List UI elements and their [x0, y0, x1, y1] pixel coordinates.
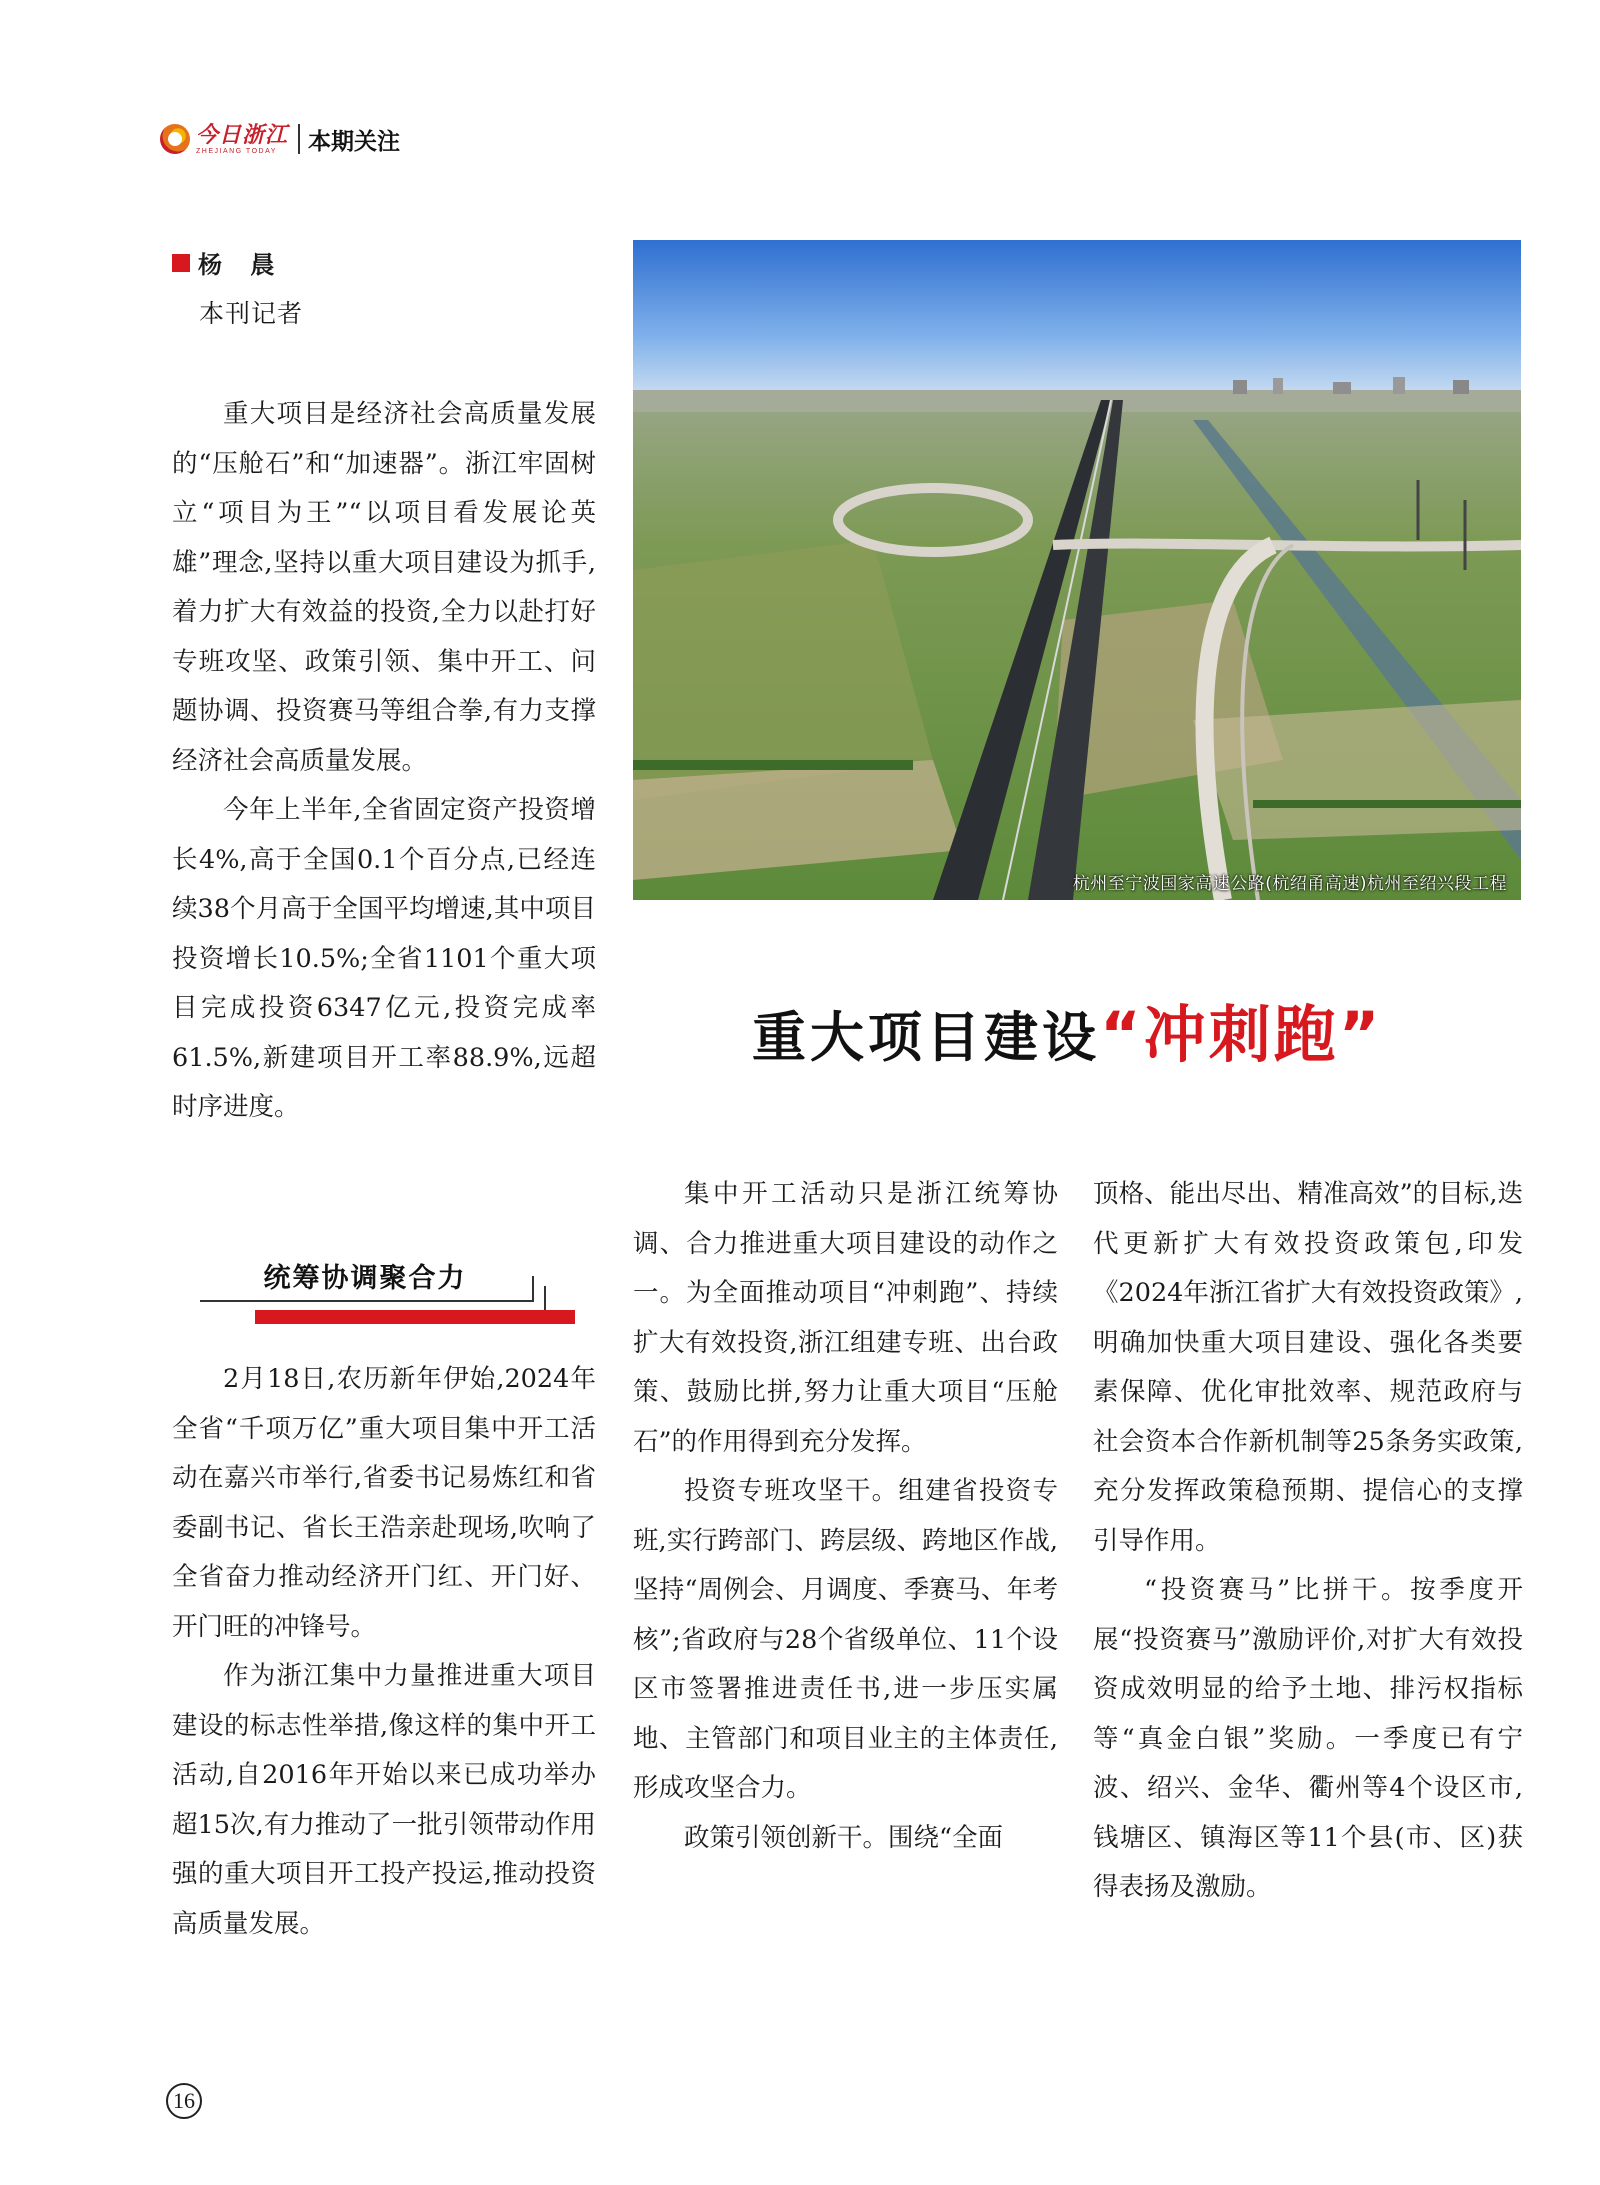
article-column-1 — [172, 390, 596, 1133]
article-column-2 — [633, 1170, 1058, 1863]
paragraph: 投资专班攻坚干。组建省投资专班,实行跨部门、跨层级、跨地区作战,坚持“周例会、月调度、季赛马、年考核”;省政府与28个省级单位、11个设区市签署推进责任书,进一步压实属地、主管部门和项目业主的主体责任,形成攻坚合力。 — [633, 1476, 1058, 1803]
paragraph: 重大项目是经济社会高质量发展的“压舱石”和“加速器”。浙江牢固树立“项目为王”“以项目看发展论英雄”理念,坚持以重大项目建设为抓手,着力扩大有效益的投资,全力以赴打好专班攻坚、政策引领、集中开工、问题协调、投资赛马等组合拳,有力支撑经济社会高质量发展。 — [172, 399, 596, 776]
page-number: 16 — [166, 2083, 202, 2119]
author-role: 本刊记者 — [199, 299, 304, 328]
logo-icon — [160, 124, 190, 154]
header-divider — [298, 124, 300, 154]
author-name: 杨 晨 — [198, 251, 285, 279]
title-accent: “冲刺跑” — [1100, 998, 1383, 1071]
paragraph: 集中开工活动只是浙江统筹协调、合力推进重大项目建设的动作之一。为全面推动项目“冲刺跑”、持续扩大有效投资,浙江组建专班、出台政策、鼓励比拼,努力让重大项目“压舱石”的作用得到充分发挥。 — [633, 1179, 1058, 1457]
paragraph: 作为浙江集中力量推进重大项目建设的标志性举措,像这样的集中开工活动,自2016年开始以来已成功举办超15次,有力推动了一批引领带动作用强的重大项目开工投产投运,推动投资高质量发展。 — [172, 1661, 596, 1939]
subheading-text: 统筹协调聚合力 — [263, 1263, 467, 1294]
subheading-red-bar — [255, 1310, 575, 1324]
paragraph: 政策引领创新干。围绕“全面 — [684, 1822, 1004, 1853]
highway-photo — [633, 240, 1521, 900]
subheading-ornament — [532, 1276, 534, 1302]
subheading — [200, 1248, 575, 1336]
photo-caption: 杭州至宁波国家高速公路(杭绍甬高速)杭州至绍兴段工程 — [1072, 874, 1507, 894]
section-name: 本期关注 — [308, 128, 401, 155]
logo-english: ZHEJIANG TODAY — [196, 147, 277, 155]
paragraph: 2月18日,农历新年伊始,2024年全省“千项万亿”重大项目集中开工活动在嘉兴市举行,省委书记易炼红和省委副书记、省长王浩亲赴现场,吹响了全省奋力推动经济开门红、开门好、开门旺的冲锋号。 — [172, 1364, 596, 1642]
byline — [172, 245, 303, 330]
subheading-ornament — [544, 1286, 546, 1312]
article-title — [752, 985, 1383, 1074]
aerial-highway-image — [633, 240, 1521, 900]
magazine-logo — [160, 121, 289, 155]
logo-chinese: 今日浙江 — [196, 121, 289, 148]
paragraph: 今年上半年,全省固定资产投资增长4%,高于全国0.1个百分点,已经连续38个月高于全国平均增速,其中项目投资增长10.5%;全省1101个重大项目完成投资6347亿元,投资完成率61.5%,新建项目开工率88.9%,远超时序进度。 — [172, 795, 596, 1122]
paragraph: “投资赛马”比拼干。按季度开展“投资赛马”激励评价,对扩大有效投资成效明显的给予土地、排污权指标等“真金白银”奖励。一季度已有宁波、绍兴、金华、衢州等4个设区市,钱塘区、镇海区等11个县(市、区)获得表扬及激励。 — [1093, 1575, 1523, 1902]
title-main: 重大项目建设 — [752, 1005, 1100, 1069]
subheading-rule — [200, 1300, 532, 1302]
red-square-icon — [172, 254, 190, 272]
page-header — [160, 118, 400, 160]
article-column-3 — [1093, 1170, 1523, 1913]
paragraph-continued: 顶格、能出尽出、精准高效”的目标,迭代更新扩大有效投资政策包,印发《2024年浙江省扩大有效投资政策》,明确加快重大项目建设、强化各类要素保障、优化审批效率、规范政府与社会资本合作新机制等25条务实政策,充分发挥政策稳预期、提信心的支撑引导作用。 — [1093, 1179, 1524, 1556]
article-column-1-continued — [172, 1355, 596, 1949]
